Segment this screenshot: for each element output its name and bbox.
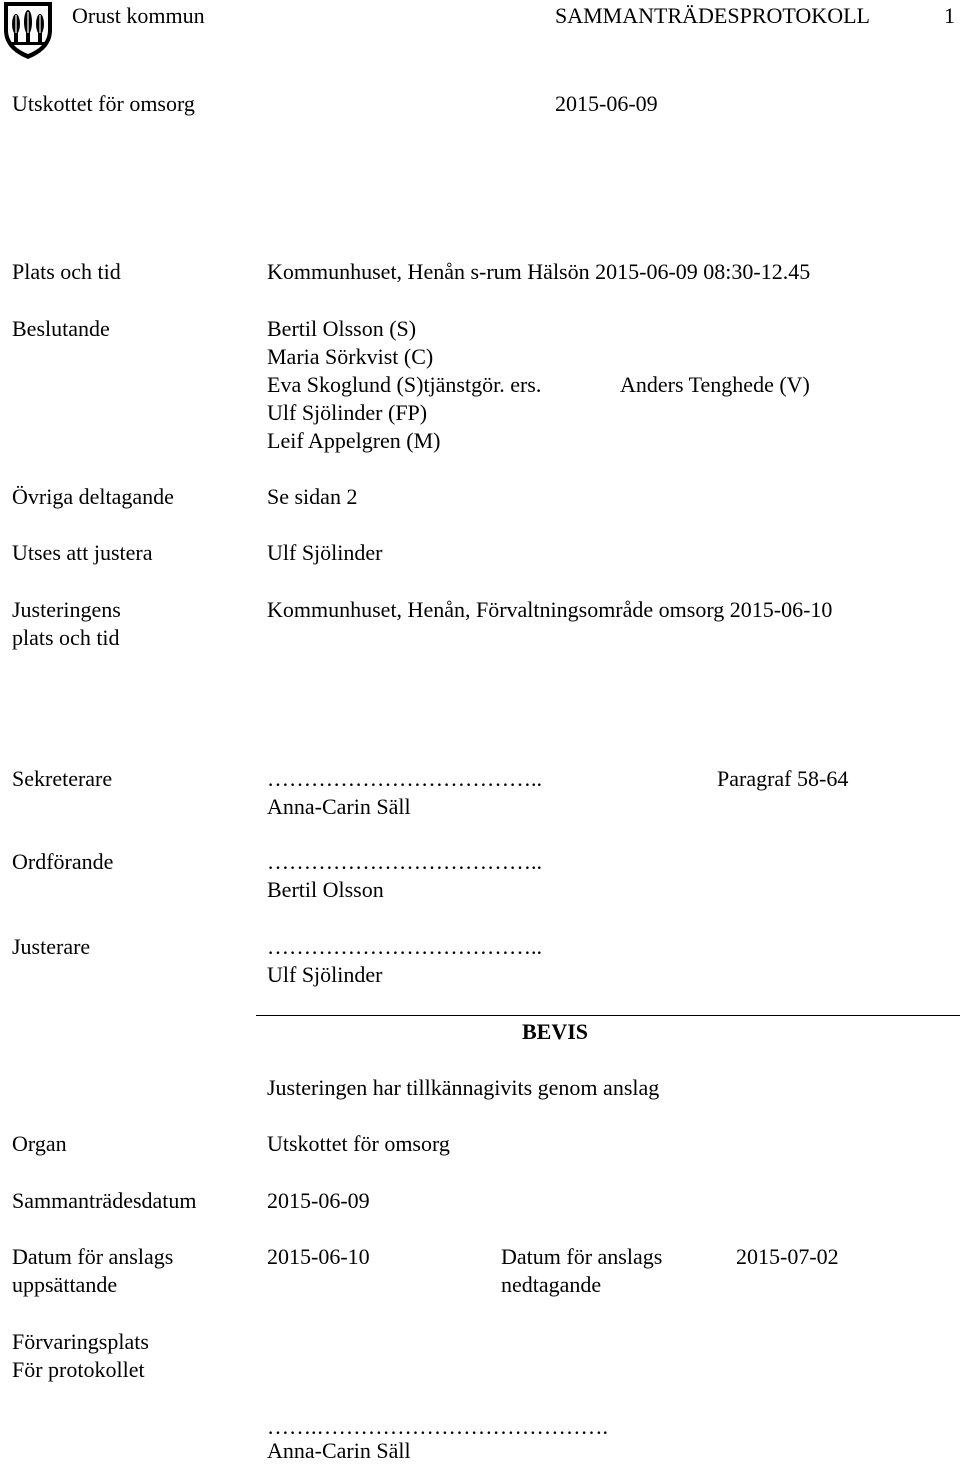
removed-date-label-line2: nedtagande [501, 1272, 602, 1297]
decision-maker: Maria Sörkvist (C) [267, 344, 434, 369]
storage-signature-line: …….…………………………………. [267, 1414, 608, 1439]
adjuster-name: Ulf Sjölinder [267, 962, 383, 987]
meeting-date-value: 2015-06-09 [267, 1188, 370, 1213]
storage-label-line2: För protokollet [12, 1357, 145, 1382]
bevis-heading: BEVIS [522, 1019, 589, 1044]
decision-maker: Ulf Sjölinder (FP) [267, 400, 428, 425]
page-number: 1 [944, 3, 955, 28]
storage-label: Förvaringsplats [12, 1329, 149, 1354]
adjustment-place-value: Kommunhuset, Henån, Förvaltningsområde omsorg 2015-06-10 [267, 597, 833, 622]
place-label: Plats och tid [12, 259, 121, 284]
decision-makers-label: Beslutande [12, 316, 110, 341]
adjustment-place-label-line2: plats och tid [12, 625, 120, 650]
organ-value: Utskottet för omsorg [267, 1131, 450, 1156]
decision-maker: Eva Skoglund (S)tjänstgör. ers. [267, 372, 542, 397]
municipality-name: Orust kommun [72, 3, 205, 28]
meeting-date: 2015-06-09 [555, 91, 658, 116]
document-type: SAMMANTRÄDESPROTOKOLL [555, 3, 870, 28]
decision-maker: Bertil Olsson (S) [267, 316, 417, 341]
chair-signature-line: ……………………………….. [267, 849, 542, 874]
adjustment-place-label: Justeringens [12, 597, 121, 622]
paragraph-range: Paragraf 58-64 [717, 766, 849, 791]
posted-date-value: 2015-06-10 [267, 1244, 370, 1269]
meeting-date-label: Sammanträdesdatum [12, 1188, 197, 1213]
secretary-label: Sekreterare [12, 766, 113, 791]
place-value: Kommunhuset, Henån s-rum Hälsön 2015-06-09 08:30-12.45 [267, 259, 811, 284]
decision-maker-extra: Anders Tenghede (V) [620, 372, 810, 397]
bevis-statement: Justeringen har tillkännagivits genom anslag [267, 1075, 660, 1100]
committee-name: Utskottet för omsorg [12, 91, 195, 116]
adjuster-appointed-label: Utses att justera [12, 540, 153, 565]
adjuster-label: Justerare [12, 934, 91, 959]
other-participants-label: Övriga deltagande [12, 484, 174, 509]
municipal-coat-of-arms-icon [2, 0, 54, 60]
storage-signatory-name: Anna-Carin Säll [267, 1438, 411, 1463]
chair-label: Ordförande [12, 849, 114, 874]
removed-date-label: Datum för anslags [501, 1244, 663, 1269]
removed-date-value: 2015-07-02 [736, 1244, 839, 1269]
other-participants-value: Se sidan 2 [267, 484, 358, 509]
secretary-name: Anna-Carin Säll [267, 794, 411, 819]
chair-name: Bertil Olsson [267, 877, 384, 902]
adjuster-appointed-value: Ulf Sjölinder [267, 540, 383, 565]
decision-maker: Leif Appelgren (M) [267, 428, 441, 453]
adjuster-signature-line: ……………………………….. [267, 934, 542, 959]
section-divider [256, 1015, 960, 1016]
secretary-signature-line: ……………………………….. [267, 766, 542, 791]
posted-date-label-line2: uppsättande [12, 1272, 118, 1297]
posted-date-label: Datum för anslags [12, 1244, 174, 1269]
organ-label: Organ [12, 1131, 67, 1156]
